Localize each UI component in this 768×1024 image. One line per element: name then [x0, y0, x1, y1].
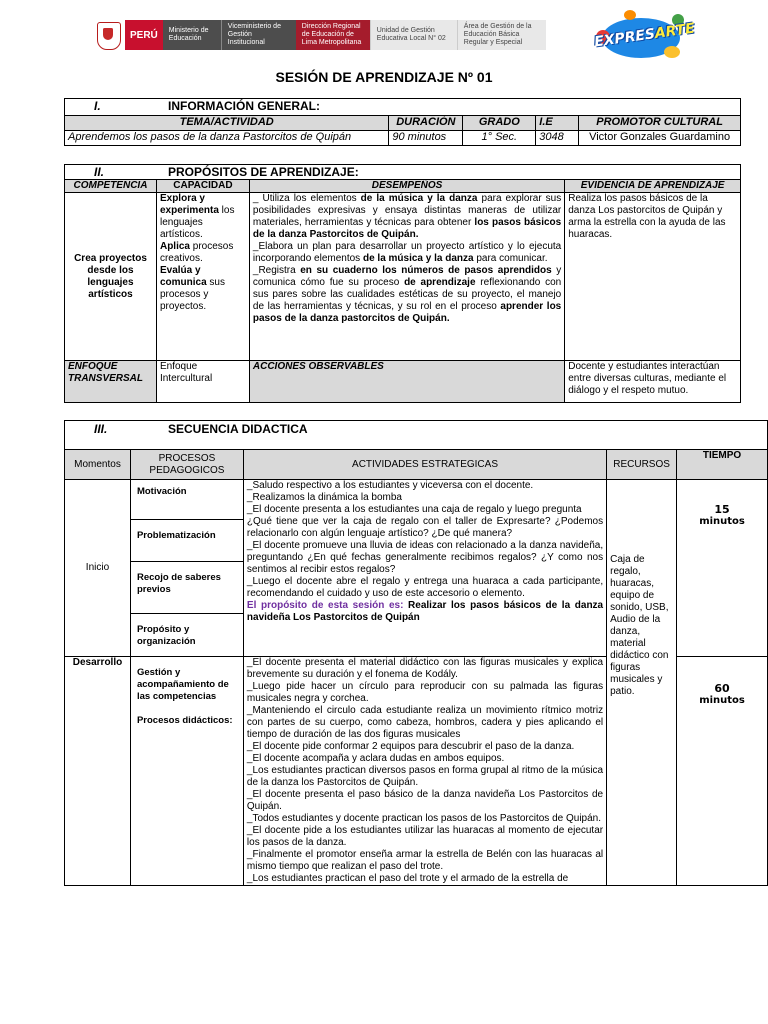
activity-line: _El docente presenta el material didáctico con las figuras musicales y explica brevemente su duración y el fonema de Kodály. [246, 657, 604, 680]
process-recojo: Recojo de saberes previos [131, 562, 243, 614]
activity-line: _Los estudiantes practican el paso del trote y el armado de la estrella de [246, 873, 569, 884]
capacidad-cell: Explora y experimenta los lenguajes artísticos. Aplica procesos creativos. Evalúa y comunica sus procesos y proyectos. [156, 193, 249, 361]
section-number: I. [94, 99, 101, 113]
viceministerio-label: Viceministerio de Gestión Institucional [221, 20, 296, 50]
unidad-label: Unidad de Gestión Educativa Local N° 02 [370, 20, 457, 50]
col-header: TIEMPO [677, 450, 768, 480]
grado-value: 1° Sec. [463, 131, 536, 146]
learning-purposes-table [64, 164, 741, 403]
tiempo-desarrollo: 60 minutos [677, 657, 768, 886]
brand-text-b: ARTE [653, 20, 696, 42]
brand-text-a: EXPRES [593, 26, 657, 51]
peru-label: PERÚ [125, 20, 163, 50]
activity-line: _Todos estudiantes y docente practican los pasos de los Pastorcitos de Quipán. [246, 813, 602, 824]
desarrollo-label: Desarrollo [65, 657, 131, 886]
general-info-table [64, 98, 741, 146]
enfoque-value: Enfoque Intercultural [156, 361, 249, 403]
ministry-logo-strip [97, 20, 546, 50]
enfoque-label: ENFOQUE TRANSVERSAL [65, 361, 157, 403]
activity-line: _Manteniendo el circulo cada estudiante realiza un movimiento rítmico motriz con partes de su cuerpo, como cabeza, hombros, cadera y pies aplicando el tiempo de duración de las dos figuras musicales [246, 705, 604, 740]
col-header: Momentos [65, 450, 131, 480]
process-problematizacion: Problematización [131, 520, 243, 562]
col-header: PROCESOS PEDAGOGICOS [130, 450, 243, 480]
col-header: EVIDENCIA DE APRENDIZAJE [565, 180, 741, 193]
section-heading: SECUENCIA DIDACTICA [168, 422, 308, 436]
ministerio-label: Ministerio de Educación [163, 20, 221, 50]
duracion-value: 90 minutos [389, 131, 463, 146]
proposito-statement: El propósito de esta sesión es: Realizar los pasos básicos de la danza navideña Los Pastorcitos de Quipán [246, 600, 604, 623]
activity-line: ¿Qué tiene que ver la caja de regalo con el taller de Expresarte? ¿Podemos relacionarlo con algún lenguaje artístico? ¿De qué manera? [246, 516, 604, 539]
section-heading: PROPÓSITOS DE APRENDIZAJE: [168, 165, 359, 179]
didactic-sequence-table [64, 420, 768, 886]
acciones-value: Docente y estudiantes interactúan entre diversas culturas, mediante el diálogo y el respeto mutuo. [565, 361, 741, 403]
process-proposito: Propósito y organización [136, 624, 196, 647]
col-header: ACTIVIDADES ESTRATEGICAS [243, 450, 606, 480]
section-heading: INFORMACIÓN GENERAL: [168, 99, 320, 113]
activity-line: _El docente pide conformar 2 equipos para descubrir el paso de la danza. [246, 741, 575, 752]
section-number: II. [94, 165, 105, 179]
desarrollo-activities [243, 657, 606, 886]
desempenos-cell: _ Utiliza los elementos de la música y la danza para explorar sus posibilidades expresivas y ensaya distintas maneras de utilizar materiales, herramientas y técnicas para obtener los pasos básicos de la danza Pastorcitos de Quipán. _Elabora un plan para desarrollar un proyecto artístico y lo ejecuta incorporando elementos de la música y la danza para comunicar. _Registra en su cuaderno los números de pasos aprendidos y comunica cómo fue su proceso de aprendizaje reflexionando con sus pares sobre las cualidades estéticas de su proyecto, el manejo de las herramientas y técnicas, y su rol en el proceso aprender los pasos de la danza pastorcitos de Quipán. [249, 193, 564, 361]
section-number: III. [94, 422, 108, 436]
expresarte-logo [593, 10, 696, 62]
direccion-label: Dirección Regional de Educación de Lima Metropolitana [296, 20, 370, 50]
activity-line: _El docente presenta el paso básico de la danza navideña Los Pastorcitos de Quipán. [246, 789, 604, 812]
ie-value: 3048 [536, 131, 579, 146]
col-header: RECURSOS [607, 450, 677, 480]
coat-of-arms-icon [97, 22, 121, 50]
activity-line: _El docente promueve una lluvia de ideas con relacionado a la danza navideña, preguntando ¿En qué fechas generalmente recibimos regalos? ¿Y como nos sentimos al recibir estos regalos? [246, 540, 604, 575]
activity-line: _Los estudiantes practican diversos pasos en forma grupal al ritmo de la música de la danza los Pastorcitos de Quipán. [246, 765, 604, 788]
col-header: GRADO [463, 116, 536, 131]
col-header: CAPACIDAD [156, 180, 249, 193]
process-gestion: Gestión y acompañamiento de las competencias [136, 667, 229, 702]
process-motivacion: Motivación [131, 480, 243, 520]
col-header: COMPETENCIA [65, 180, 157, 193]
promotor-value: Victor Gonzales Guardamino [579, 131, 741, 146]
col-header: DURACIÓN [389, 116, 463, 131]
activity-line: _Luego el docente abre el regalo y entrega una huaraca a cada participante, recomendando el cuidado y uso de este accesorio o elemento. [246, 576, 604, 599]
activity-line: _Saludo respectivo a los estudiantes y viceversa con el docente. [246, 480, 534, 491]
col-header: PROMOTOR CULTURAL [579, 116, 741, 131]
activity-line: _Luego pide hacer un círculo para reproducir con su palmada las figuras musicales negra y corchea. [246, 681, 604, 704]
acciones-label: ACCIONES OBSERVABLES [249, 361, 564, 403]
process-didacticos: Procesos didácticos: [136, 715, 233, 726]
inicio-label: Inicio [65, 480, 131, 657]
inicio-processes [130, 480, 243, 657]
area-label: Área de Gestión de la Educación Básica Regular y Especial [457, 20, 546, 50]
document-title: SESIÓN DE APRENDIZAJE Nº 01 [275, 69, 493, 85]
desarrollo-processes [130, 657, 243, 886]
tiempo-inicio: 15 minutos [677, 480, 768, 657]
col-header: DESEMPEÑOS [249, 180, 564, 193]
tema-value: Aprendemos los pasos de la danza Pastorcitos de Quipán [65, 131, 389, 146]
activity-line: _El docente pide a los estudiantes utilizar las huaracas al momento de ejecutar los pasos de la danza. [246, 825, 604, 848]
activity-line: _El docente presenta a los estudiantes una caja de regalo y luego pregunta [246, 504, 582, 515]
evidencia-cell: Realiza los pasos básicos de la danza Los pastorcitos de Quipán y arma la estrella con la ayuda de las huaracas. [565, 193, 741, 361]
activity-line: _Finalmente el promotor enseña armar la estrella de Belén con las huaracas al mismo tiempo que realizan el paso del trote. [246, 849, 604, 872]
col-header: TEMA/ACTIVIDAD [65, 116, 389, 131]
recursos-cell: Caja de regalo, huaracas, equipo de sonido, USB, Audio de la danza, material didáctico con figuras musicales y patio. [607, 480, 677, 886]
activity-line: _Realizamos la dinámica la bomba [246, 492, 402, 503]
inicio-activities [243, 480, 606, 657]
activity-line: _El docente acompaña y aclara dudas en ambos equipos. [246, 753, 505, 764]
competencia-cell: Crea proyectos desde los lenguajes artísticos [65, 193, 157, 361]
col-header: I.E [536, 116, 579, 131]
